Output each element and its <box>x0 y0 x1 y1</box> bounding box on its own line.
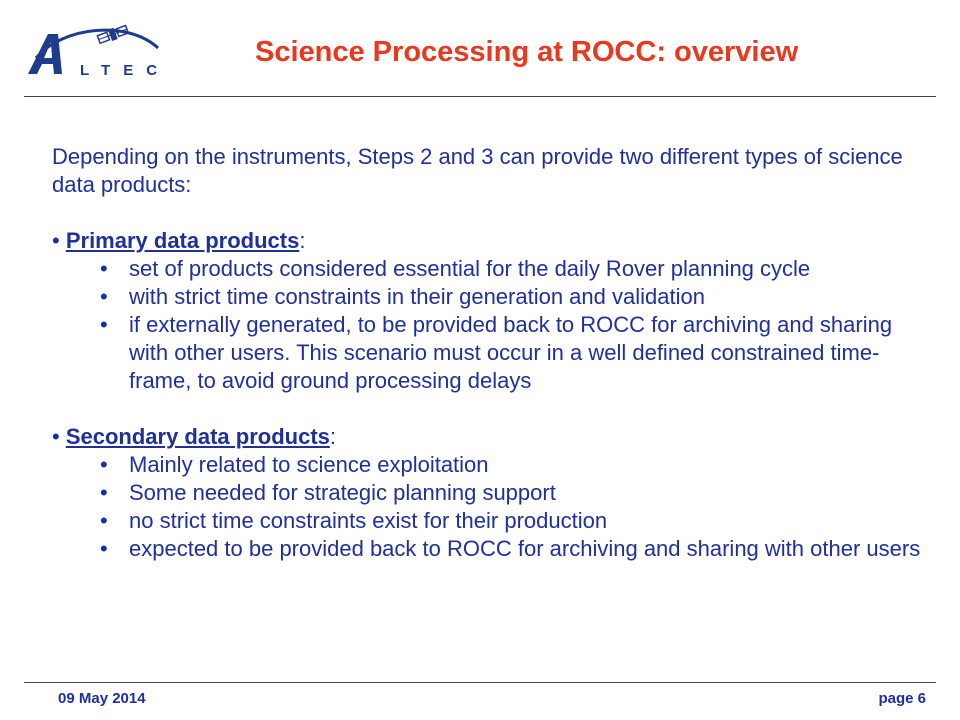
footer-date: 09 May 2014 <box>58 690 146 707</box>
bullet: • <box>100 536 108 561</box>
list-item-text: no strict time constraints exist for their production <box>129 508 608 533</box>
header-divider <box>24 96 936 97</box>
primary-heading-link[interactable]: Primary data products <box>65 228 300 253</box>
slide-content <box>52 143 932 563</box>
list-item <box>52 283 932 311</box>
secondary-section-heading <box>52 423 932 451</box>
bullet: • <box>100 312 108 337</box>
list-item-text: expected to be provided back to ROCC for archiving and sharing with other users <box>129 536 921 561</box>
heading-colon: : <box>299 228 306 253</box>
list-item <box>52 255 932 283</box>
list-item <box>52 451 932 479</box>
list-item-text: with strict time constraints in their generation and validation <box>129 284 705 309</box>
list-item <box>52 507 932 535</box>
list-item-text: if externally generated, to be provided back to ROCC for archiving and sharing with other users. This scenario must occur in a well defined constrained time-frame, to avoid ground processing delays <box>129 312 893 393</box>
bullet: • <box>100 508 108 533</box>
bullet: • <box>100 480 108 505</box>
altec-logo-icon <box>18 18 178 90</box>
bullet: • <box>100 284 108 309</box>
bullet: • <box>52 424 66 449</box>
list-item-text: set of products considered essential for the daily Rover planning cycle <box>129 256 811 281</box>
bullet: • <box>100 452 108 477</box>
altec-logo <box>18 18 178 90</box>
page-number: page 6 <box>878 690 926 707</box>
list-item-text: Mainly related to science exploitation <box>129 452 489 477</box>
secondary-heading-link[interactable]: Secondary data products <box>65 424 330 449</box>
list-item <box>52 535 932 563</box>
bullet: • <box>52 228 66 253</box>
slide-title: Science Processing at ROCC: overview <box>255 36 799 68</box>
logo-text: LTEC <box>80 62 171 79</box>
list-item <box>52 479 932 507</box>
heading-colon: : <box>329 424 337 449</box>
list-item <box>52 311 932 395</box>
primary-items-list <box>52 255 932 395</box>
secondary-items-list <box>52 451 932 563</box>
list-item-text: Some needed for strategic planning support <box>129 480 556 505</box>
primary-section-heading <box>52 227 932 255</box>
footer-divider <box>24 682 936 683</box>
intro-paragraph: Depending on the instruments, Steps 2 and 3 can provide two different types of science data products: <box>52 144 903 197</box>
bullet: • <box>100 256 108 281</box>
